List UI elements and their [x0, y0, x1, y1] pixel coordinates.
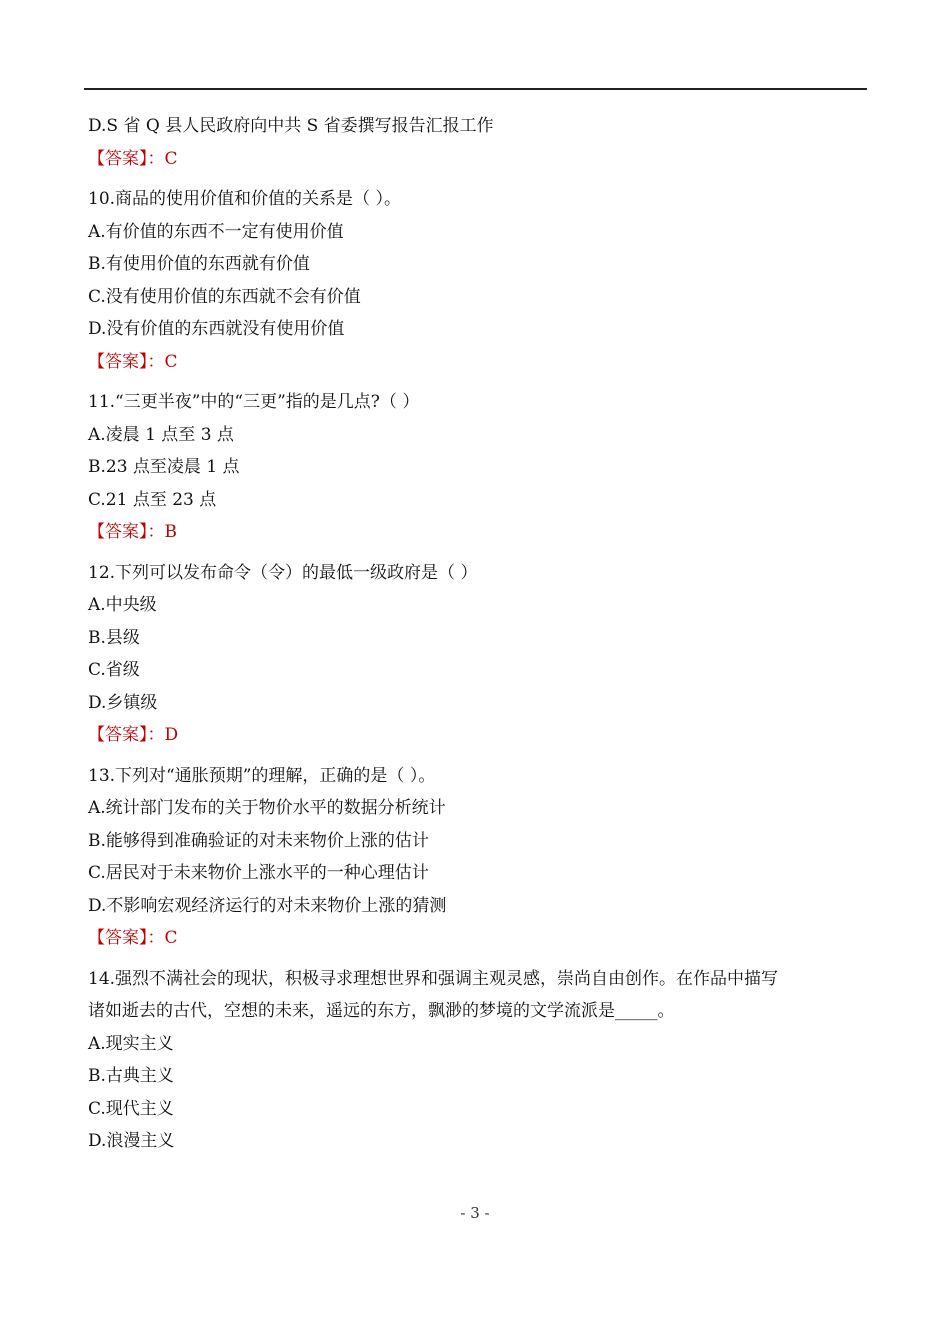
option-d-q9: D.S 省 Q 县人民政府向中共 S 省委撰写报告汇报工作 — [88, 116, 494, 136]
question-14-option-c: C.现代主义 — [88, 1098, 174, 1119]
question-10-option-c: C.没有使用价值的东西就不会有价值 — [88, 286, 361, 307]
question-12-title: 12.下列可以发布命令（令）的最低一级政府是（ ） — [88, 562, 478, 583]
question-13-option-d: D.不影响宏观经济运行的对未来物价上涨的猜测 — [88, 895, 447, 916]
question-10-title: 10.商品的使用价值和价值的关系是（ ）。 — [88, 189, 401, 209]
question-list — [88, 110, 868, 1158]
question-14-title-line-1: 14.强烈不满社会的现状，积极寻求理想世界和强调主观灵感，崇尚自由创作。在作品中描写 — [88, 968, 779, 989]
question-10-option-d: D.没有价值的东西就没有使用价值 — [88, 319, 345, 339]
question-12-option-b: B.县级 — [88, 627, 140, 648]
question-13-answer: 【答案】：C — [88, 928, 178, 948]
question-10-answer: 【答案】：C — [88, 351, 178, 372]
question-12-answer: 【答案】：D — [88, 725, 179, 745]
question-11-answer: 【答案】：B — [88, 522, 177, 542]
question-11-title: 11.“三更半夜”中的“三更”指的是几点?（ ） — [88, 392, 420, 412]
question-11-option-c: C.21 点至 23 点 — [88, 489, 217, 510]
question-10-option-b: B.有使用价值的东西就有价值 — [88, 254, 310, 274]
question-13-option-c: C.居民对于未来物价上涨水平的一种心理估计 — [88, 863, 429, 883]
header-rule — [84, 88, 867, 90]
question-14-option-d: D.浪漫主义 — [88, 1131, 175, 1151]
question-13-option-a: A.统计部门发布的关于物价水平的数据分析统计 — [88, 798, 446, 818]
question-12-option-a: A.中央级 — [88, 595, 157, 615]
question-12-option-c: C.省级 — [88, 660, 140, 680]
question-11-option-a: A.凌晨 1 点至 3 点 — [88, 424, 234, 445]
question-14-title-line-2: 诸如逝去的古代，空想的未来，遥远的东方，飘渺的梦境的文学流派是_____。 — [88, 1001, 675, 1021]
question-11-option-b: B.23 点至凌晨 1 点 — [88, 457, 240, 477]
question-12-option-d: D.乡镇级 — [88, 692, 158, 713]
question-14-option-b: B.古典主义 — [88, 1066, 174, 1086]
answer-q9: 【答案】：C — [88, 148, 178, 169]
question-10-option-a: A.有价值的东西不一定有使用价值 — [88, 221, 344, 242]
question-13-option-b: B.能够得到准确验证的对未来物价上涨的估计 — [88, 830, 429, 851]
page-number: - 3 - — [460, 1204, 490, 1222]
question-13-title: 13.下列对“通胀预期”的理解，正确的是（ ）。 — [88, 765, 436, 786]
question-14-option-a: A.现实主义 — [88, 1033, 174, 1054]
